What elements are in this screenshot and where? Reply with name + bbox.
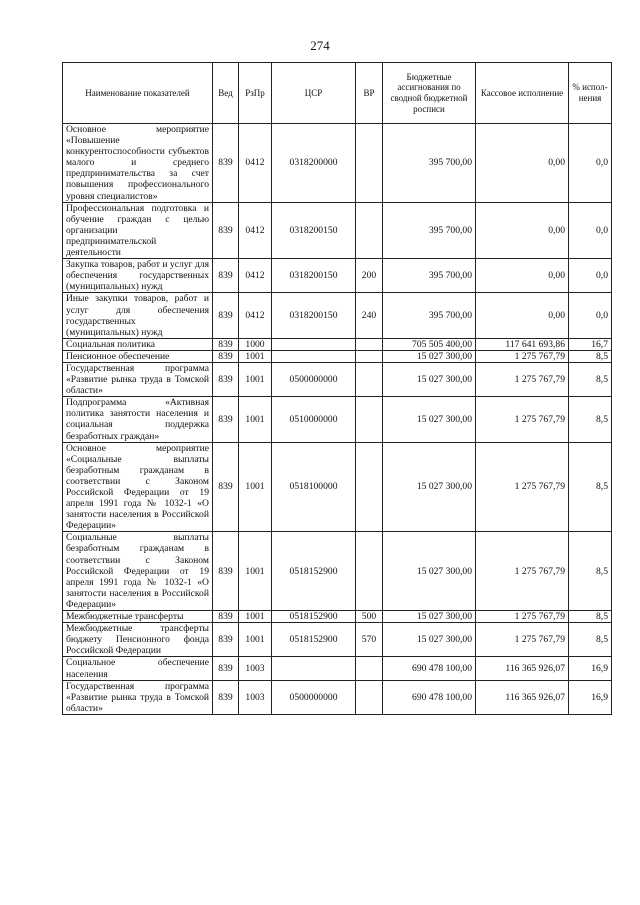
row-csr-cell: 0500000000: [272, 680, 356, 714]
row-pct-cell: 8,5: [569, 532, 612, 611]
row-assignments-cell: 15 027 300,00: [383, 350, 476, 362]
row-name-cell: Государственная программа «Развитие рынка труда в Томской области»: [63, 680, 213, 714]
row-rzpr-cell: 1001: [239, 532, 272, 611]
row-vr-cell: [356, 362, 383, 396]
header-cash: Кассовое исполнение: [476, 63, 569, 124]
table-row: [63, 442, 612, 532]
row-pct-cell: 16,9: [569, 680, 612, 714]
row-assignments-cell: 15 027 300,00: [383, 611, 476, 623]
row-assignments-cell: 15 027 300,00: [383, 442, 476, 532]
row-rzpr-cell: 1001: [239, 397, 272, 442]
row-cash-cell: 1 275 767,79: [476, 442, 569, 532]
row-vr-cell: [356, 124, 383, 203]
budget-execution-table: [62, 62, 612, 715]
row-assignments-cell: 395 700,00: [383, 202, 476, 258]
row-vr-cell: [356, 532, 383, 611]
header-rzpr: РзПр: [239, 63, 272, 124]
row-rzpr-cell: 0412: [239, 202, 272, 258]
row-cash-cell: 0,00: [476, 124, 569, 203]
row-ved-cell: 839: [213, 623, 239, 657]
row-ved-cell: 839: [213, 397, 239, 442]
table-row: [63, 532, 612, 611]
row-assignments-cell: 395 700,00: [383, 259, 476, 293]
row-vr-cell: 570: [356, 623, 383, 657]
row-pct-cell: 8,5: [569, 397, 612, 442]
row-cash-cell: 1 275 767,79: [476, 532, 569, 611]
row-ved-cell: 839: [213, 338, 239, 350]
table-row: [63, 202, 612, 258]
row-name-cell: Межбюджетные трансферты: [63, 611, 213, 623]
row-name-cell: Социальное обеспечение населения: [63, 657, 213, 680]
row-assignments-cell: 690 478 100,00: [383, 657, 476, 680]
row-ved-cell: 839: [213, 362, 239, 396]
row-rzpr-cell: 1000: [239, 338, 272, 350]
row-rzpr-cell: 0412: [239, 259, 272, 293]
row-assignments-cell: 690 478 100,00: [383, 680, 476, 714]
table-header-row: [63, 63, 612, 124]
row-name-cell: Основное мероприятие «Социальные выплаты безработным гражданам в соответствии с Законом Российской Федерации от 19 апреля 1991 года № 1032-1 «О занятости населения в Российской Федерации»: [63, 442, 213, 532]
row-pct-cell: 8,5: [569, 362, 612, 396]
row-ved-cell: 839: [213, 259, 239, 293]
row-vr-cell: [356, 350, 383, 362]
header-ved: Вед: [213, 63, 239, 124]
row-pct-cell: 16,7: [569, 338, 612, 350]
row-assignments-cell: 15 027 300,00: [383, 623, 476, 657]
row-assignments-cell: 15 027 300,00: [383, 397, 476, 442]
row-csr-cell: [272, 338, 356, 350]
row-pct-cell: 8,5: [569, 350, 612, 362]
table-row: [63, 338, 612, 350]
row-pct-cell: 8,5: [569, 611, 612, 623]
row-vr-cell: [356, 338, 383, 350]
row-pct-cell: 0,0: [569, 202, 612, 258]
row-csr-cell: 0518152900: [272, 611, 356, 623]
page-number: 274: [310, 38, 330, 53]
row-cash-cell: 0,00: [476, 202, 569, 258]
table-row: [63, 124, 612, 203]
table-row: [63, 350, 612, 362]
row-ved-cell: 839: [213, 442, 239, 532]
row-rzpr-cell: 1001: [239, 350, 272, 362]
row-vr-cell: 240: [356, 293, 383, 338]
row-pct-cell: 0,0: [569, 293, 612, 338]
row-rzpr-cell: 0412: [239, 293, 272, 338]
row-assignments-cell: 15 027 300,00: [383, 532, 476, 611]
row-vr-cell: [356, 202, 383, 258]
row-assignments-cell: 395 700,00: [383, 293, 476, 338]
row-csr-cell: 0518100000: [272, 442, 356, 532]
row-csr-cell: [272, 657, 356, 680]
row-assignments-cell: 395 700,00: [383, 124, 476, 203]
row-pct-cell: 16,9: [569, 657, 612, 680]
row-pct-cell: 8,5: [569, 442, 612, 532]
table-row: [63, 362, 612, 396]
row-rzpr-cell: 1001: [239, 623, 272, 657]
table-row: [63, 397, 612, 442]
table-row: [63, 611, 612, 623]
row-cash-cell: 1 275 767,79: [476, 362, 569, 396]
row-ved-cell: 839: [213, 611, 239, 623]
row-vr-cell: [356, 657, 383, 680]
row-vr-cell: [356, 397, 383, 442]
row-rzpr-cell: 1003: [239, 657, 272, 680]
row-csr-cell: 0510000000: [272, 397, 356, 442]
row-pct-cell: 0,0: [569, 259, 612, 293]
row-ved-cell: 839: [213, 350, 239, 362]
row-cash-cell: 1 275 767,79: [476, 611, 569, 623]
row-name-cell: Подпрограмма «Активная политика занятости населения и социальная поддержка безработных граждан»: [63, 397, 213, 442]
row-name-cell: Основное мероприятие «Повышение конкурентоспособности субъектов малого и среднего предпринимательства за счет повышения профессионального уровня специалистов»: [63, 124, 213, 203]
row-cash-cell: 0,00: [476, 293, 569, 338]
header-name: Наименование показателей: [63, 63, 213, 124]
row-cash-cell: 1 275 767,79: [476, 397, 569, 442]
row-name-cell: Социальные выплаты безработным гражданам в соответствии с Законом Российской Федерации от 19 апреля 1991 года № 1032-1 «О занятости населения в Российской Федерации»: [63, 532, 213, 611]
header-pct: % испол-нения: [569, 63, 612, 124]
row-ved-cell: 839: [213, 532, 239, 611]
row-ved-cell: 839: [213, 293, 239, 338]
row-ved-cell: 839: [213, 124, 239, 203]
row-cash-cell: 116 365 926,07: [476, 657, 569, 680]
row-name-cell: Закупка товаров, работ и услуг для обеспечения государственных (муниципальных) нужд: [63, 259, 213, 293]
table-row: [63, 259, 612, 293]
row-assignments-cell: 705 505 400,00: [383, 338, 476, 350]
row-csr-cell: 0518152900: [272, 532, 356, 611]
row-vr-cell: 500: [356, 611, 383, 623]
row-name-cell: Государственная программа «Развитие рынка труда в Томской области»: [63, 362, 213, 396]
row-ved-cell: 839: [213, 202, 239, 258]
row-csr-cell: 0500000000: [272, 362, 356, 396]
header-vr: ВР: [356, 63, 383, 124]
row-cash-cell: 116 365 926,07: [476, 680, 569, 714]
row-assignments-cell: 15 027 300,00: [383, 362, 476, 396]
table-row: [63, 680, 612, 714]
row-rzpr-cell: 1001: [239, 362, 272, 396]
row-cash-cell: 0,00: [476, 259, 569, 293]
row-pct-cell: 8,5: [569, 623, 612, 657]
row-cash-cell: 1 275 767,79: [476, 623, 569, 657]
row-cash-cell: 117 641 693,86: [476, 338, 569, 350]
row-name-cell: Социальная политика: [63, 338, 213, 350]
row-ved-cell: 839: [213, 657, 239, 680]
row-rzpr-cell: 1003: [239, 680, 272, 714]
row-vr-cell: [356, 442, 383, 532]
table-row: [63, 623, 612, 657]
row-pct-cell: 0,0: [569, 124, 612, 203]
row-name-cell: Пенсионное обеспечение: [63, 350, 213, 362]
row-rzpr-cell: 1001: [239, 611, 272, 623]
row-ved-cell: 839: [213, 680, 239, 714]
row-name-cell: Иные закупки товаров, работ и услуг для обеспечения государственных (муниципальных) нужд: [63, 293, 213, 338]
table-row: [63, 657, 612, 680]
header-csr: ЦСР: [272, 63, 356, 124]
row-cash-cell: 1 275 767,79: [476, 350, 569, 362]
table-row: [63, 293, 612, 338]
row-csr-cell: 0318200000: [272, 124, 356, 203]
row-csr-cell: 0318200150: [272, 202, 356, 258]
row-csr-cell: 0318200150: [272, 293, 356, 338]
header-assignments: Бюджетные ассигнования по сводной бюджетной росписи: [383, 63, 476, 124]
row-name-cell: Межбюджетные трансферты бюджету Пенсионного фонда Российской Федерации: [63, 623, 213, 657]
row-rzpr-cell: 1001: [239, 442, 272, 532]
row-csr-cell: 0518152900: [272, 623, 356, 657]
row-name-cell: Профессиональная подготовка и обучение граждан с целью организации предпринимательской деятельности: [63, 202, 213, 258]
row-csr-cell: [272, 350, 356, 362]
row-vr-cell: 200: [356, 259, 383, 293]
row-rzpr-cell: 0412: [239, 124, 272, 203]
row-csr-cell: 0318200150: [272, 259, 356, 293]
row-vr-cell: [356, 680, 383, 714]
